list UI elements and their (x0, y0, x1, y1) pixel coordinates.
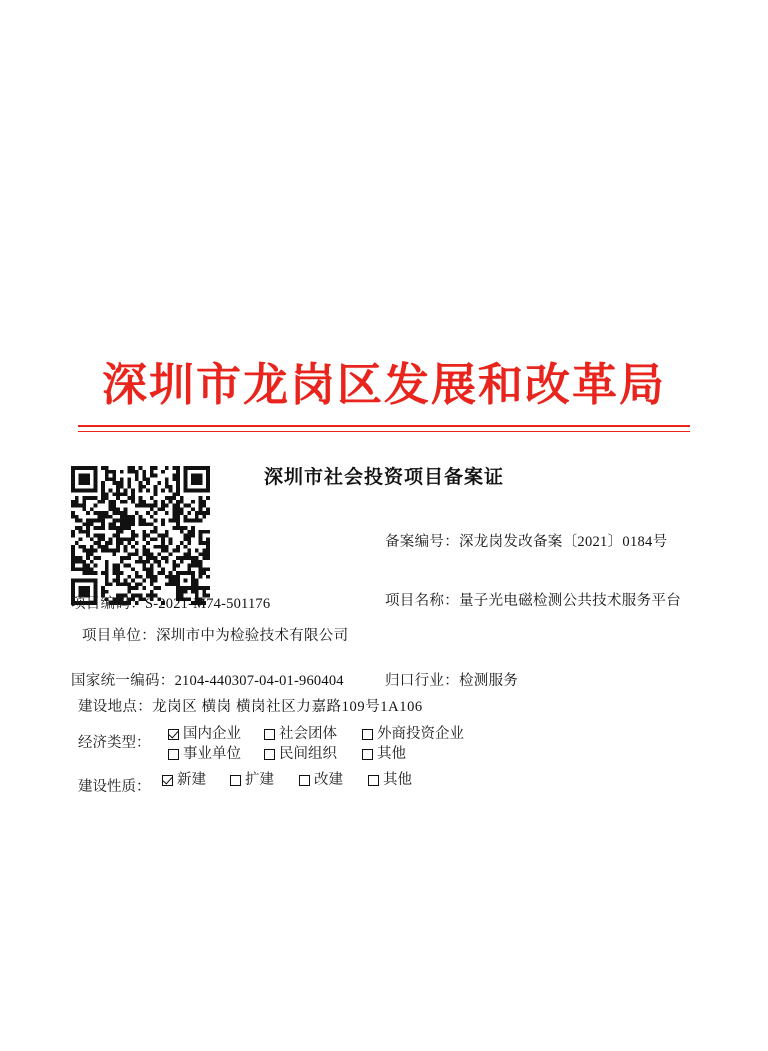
checkbox-icon (168, 749, 179, 760)
checkbox-label: 其他 (377, 746, 406, 762)
qr-code-icon (71, 466, 210, 605)
checkbox-icon (362, 749, 373, 760)
checkbox-icon (264, 749, 275, 760)
address-value: 龙岗区 横岗 横岗社区力嘉路109号1A106 (152, 699, 423, 715)
checkbox-economy-1[interactable] (264, 727, 362, 742)
project-name-field (385, 589, 681, 610)
checkbox-label: 其他 (383, 772, 412, 788)
economy-type-row-2 (168, 747, 406, 762)
economy-type-row-1 (168, 727, 464, 742)
unified-code-value: 2104-440307-04-01-960404 (174, 673, 344, 689)
checkbox-economy-0[interactable] (168, 727, 264, 742)
economy-type-label: 经济类型： (78, 735, 151, 751)
construction-nature-row (162, 773, 412, 788)
checkbox-icon (168, 729, 179, 740)
project-unit-field (82, 624, 348, 645)
project-name-value: 量子光电磁检测公共技术服务平台 (459, 593, 681, 609)
checkbox-icon (162, 775, 173, 786)
checkbox-nature-2[interactable] (299, 773, 368, 788)
checkbox-label: 国内企业 (183, 726, 241, 742)
checkbox-nature-1[interactable] (230, 773, 299, 788)
industry-label: 归口行业： (385, 673, 459, 689)
checkbox-economy-4[interactable] (264, 747, 362, 762)
address-label: 建设地点： (78, 699, 152, 715)
address-field (78, 695, 423, 716)
checkbox-icon (299, 775, 310, 786)
project-name-label: 项目名称： (385, 593, 459, 609)
project-code-value: S-2021-M74-501176 (145, 596, 271, 612)
checkbox-label: 民间组织 (279, 746, 337, 762)
checkbox-economy-3[interactable] (168, 747, 264, 762)
checkbox-icon (362, 729, 373, 740)
unified-code-label: 国家统一编码： (71, 673, 175, 689)
project-unit-value: 深圳市中为检验技术有限公司 (156, 628, 349, 644)
checkbox-icon (368, 775, 379, 786)
record-number-field (385, 530, 667, 551)
project-unit-label: 项目单位： (82, 628, 156, 644)
checkbox-label: 改建 (314, 772, 343, 788)
project-code-field (71, 592, 270, 613)
header-divider-thick (78, 425, 690, 427)
industry-field (385, 669, 518, 690)
unified-code-field (71, 669, 344, 690)
record-number-value: 深龙岗发改备案〔2021〕0184号 (459, 534, 668, 550)
record-number-label: 备案编号： (385, 534, 459, 550)
issuer-title: 深圳市龙岗区发展和改革局 (101, 360, 666, 410)
certificate-title: 深圳市社会投资项目备案证 (263, 467, 504, 488)
industry-value: 检测服务 (459, 673, 519, 689)
construction-nature-label: 建设性质： (78, 779, 151, 795)
checkbox-label: 外商投资企业 (377, 726, 464, 742)
checkbox-label: 扩建 (245, 772, 274, 788)
checkbox-label: 新建 (177, 772, 206, 788)
project-code-label: 项目编码： (71, 596, 145, 612)
checkbox-nature-0[interactable] (162, 773, 230, 788)
checkbox-icon (230, 775, 241, 786)
checkbox-economy-2[interactable] (362, 727, 464, 742)
checkbox-economy-5[interactable] (362, 747, 406, 762)
checkbox-nature-3[interactable] (368, 773, 412, 788)
checkbox-icon (264, 729, 275, 740)
header-divider-thin (78, 431, 690, 432)
checkbox-label: 事业单位 (183, 746, 241, 762)
checkbox-label: 社会团体 (279, 726, 337, 742)
